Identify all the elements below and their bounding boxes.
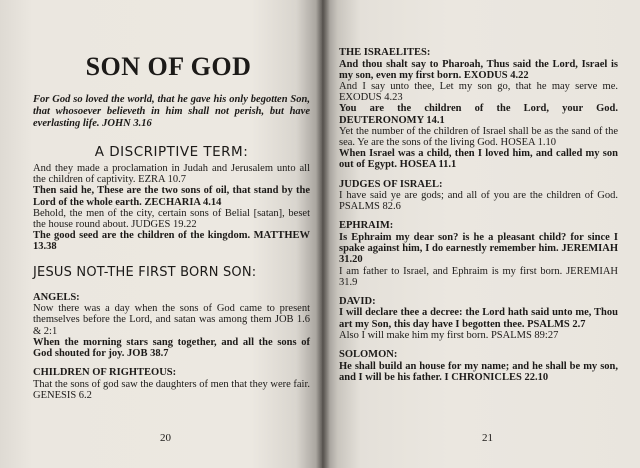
- paragraph: And thou shalt say to Pharoah, Thus said the Lord, Israel is my son, even my first born. EXODUS 4.22: [339, 58, 618, 81]
- subheading-david: DAVID:: [339, 295, 376, 307]
- paragraph: Now there was a day when the sons of God came to present themselves before the Lord, and satan was among them JOB 1.6 & 2:1: [33, 303, 310, 337]
- paragraph: You are the children of the Lord, your God. DEUTERONOMY 14.1: [339, 103, 618, 126]
- paragraph: I am father to Israel, and Ephraim is my first born. JEREMIAH 31.9: [339, 265, 618, 288]
- paragraph: Behold, the men of the city, certain sons of Belial [satan], beset the house round about. JUDGES 19.22: [33, 207, 310, 231]
- page-title: SON OF GOD: [85, 52, 252, 81]
- subheading-israelites: THE ISRAELITES:: [339, 47, 431, 58]
- subheading-angels: ANGELS:: [33, 291, 80, 303]
- right-page: [322, 0, 640, 468]
- paragraph: And they made a proclamation in Judah and Jerusalem unto all the children of captivity. EZRA 10.7: [33, 163, 310, 186]
- paragraph: He shall build an house for my name; and he shall be my son, and I will be his father. I CHRONICLES 22.10: [339, 360, 618, 383]
- page-number: 21: [482, 432, 493, 444]
- section-heading-descriptive-term: A DISCRIPTIVE TERM:: [94, 144, 249, 160]
- paragraph: And I say unto thee, Let my son go, that he may serve me. EXODUS 4.23: [339, 80, 618, 104]
- opening-verse: For God so loved the world, that he gave his only begotten Son, that whosoever believeth in him shall not perish, but have everlasting life. JOHN 3.16: [33, 94, 310, 129]
- paragraph: The good seed are the children of the kingdom. MATTHEW 13.38: [33, 230, 310, 253]
- paragraph: I have said ye are gods; and all of you are the children of God. PSALMS 82.6: [339, 190, 618, 213]
- subheading-judges: JUDGES OF ISRAEL:: [339, 178, 443, 190]
- paragraph: Also I will make him my first born. PSALMS 89:27: [339, 329, 559, 341]
- paragraph: I will declare thee a decree: the Lord hath said unto me, Thou art my Son, this day have I begotten thee. PSALMS 2.7: [339, 307, 618, 330]
- paragraph: Then said he, These are the two sons of oil, that stand by the Lord of the whole earth. ZECHARIA 4.14: [33, 185, 310, 208]
- paragraph: When Israel was a child, then I loved him, and called my son out of Egypt. HOSEA 11.1: [339, 148, 618, 171]
- paragraph: That the sons of god saw the daughters of men that they were fair. GENESIS 6.2: [33, 378, 311, 401]
- subheading-children: CHILDREN OF RIGHTEOUS:: [33, 367, 177, 379]
- paragraph: Yet the number of the children of Israel shall be as the sand of the sea. Ye are the sons of the living God. HOSEA 1.10: [339, 125, 618, 148]
- book-gutter: [316, 0, 330, 468]
- subheading-ephraim: EPHRAIM:: [339, 220, 394, 232]
- page-number: 20: [160, 432, 171, 444]
- subheading-solomon: SOLOMON:: [339, 349, 398, 361]
- section-heading-first-born: JESUS NOT-THE FIRST BORN SON:: [33, 264, 257, 280]
- paragraph: When the morning stars sang together, and all the sons of God shouted for joy. JOB 38.7: [33, 336, 310, 359]
- paragraph: Is Ephraim my dear son? is he a pleasant child? for since I spake against him, I do earnestly remember him. JEREMIAH 31.20: [339, 231, 618, 266]
